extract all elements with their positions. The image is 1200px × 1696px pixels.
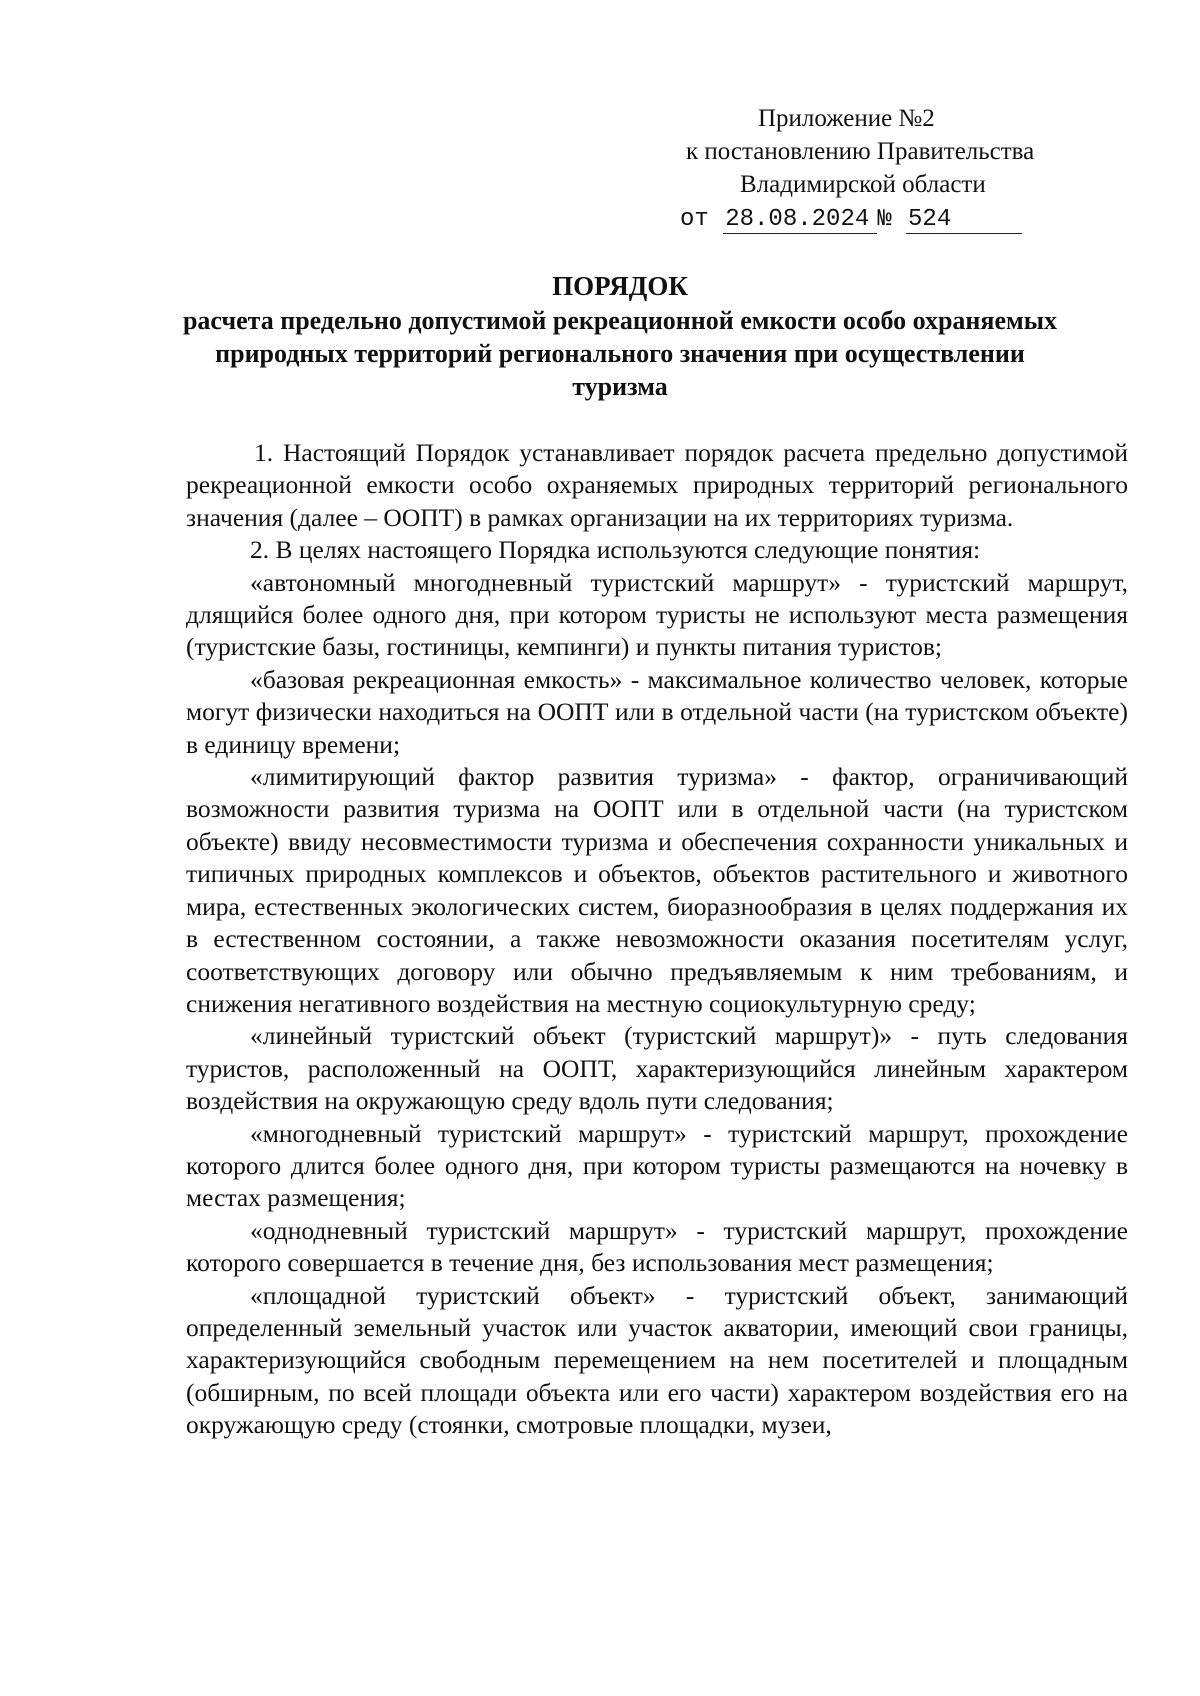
paragraph: «базовая рекреационная емкость» - максимальное количество человек, которые могут физически находиться на ООПТ или в отдельной части (на туристском объекте) в единицу времени; [186, 664, 1128, 759]
paragraph: «автономный многодневный туристский маршрут» - туристский маршрут, длящийся более одного дня, при котором туристы не используют места размещения (туристские базы, гостиницы, кемпинги) и пункты питания туристов; [186, 567, 1128, 662]
appendix-line-2: к постановлению Правительства [686, 138, 1035, 165]
paragraph: «однодневный туристский маршрут» - туристский маршрут, прохождение которого совершается в течение дня, без использования мест размещения; [186, 1215, 1128, 1278]
appendix-line-1: Приложение №2 [758, 105, 935, 132]
paragraph: «лимитирующий фактор развития туризма» - фактор, ограничивающий возможности развития туризма на ООПТ или в отдельной части (на туристском объекте) ввиду несовместимости туризма и обеспечения сохранности уникальных и типичных природных комплексов и объектов, объектов растительного и животного мира, естественных экологических систем, биоразнообразия в целях поддержания их в естественном состоянии, а также невозможности оказания посетителям услуг, соответствующих договору или обычно предъявляемым к ним требованиям, и снижения негативного воздействия на местную социокультурную среду; [186, 762, 1128, 1018]
document-title-block [180, 270, 1060, 403]
decree-number: 524 [906, 207, 1022, 234]
decree-date: 28.08.2024 [723, 207, 877, 234]
paragraph: 1. Настоящий Порядок устанавливает порядок расчета предельно допустимой рекреационной емкости особо охраняемых природных территорий регионального значения (далее – ООПТ) в рамках организации на их территориях туризма. [186, 438, 1128, 532]
paragraph: 2. В целях настоящего Порядка используются следующие понятия: [250, 535, 981, 565]
appendix-header [640, 102, 1080, 236]
paragraph: «линейный туристский объект (туристский маршрут)» - путь следования туристов, расположенный на ООПТ, характеризующийся линейным характером воздействия на окружающую среду вдоль пути следования; [186, 1021, 1128, 1116]
document-subtitle: расчета предельно допустимой рекреационной емкости особо охраняемых природных территорий регионального значения при осуществлении туризма [182, 306, 1058, 401]
number-prefix: № [877, 206, 892, 233]
paragraph: «многодневный туристский маршрут» - туристский маршрут, прохождение которого длится более одного дня, при котором туристы размещаются на ночевку в местах размещения; [186, 1118, 1128, 1213]
paragraph: «площадной туристский объект» - туристский объект, занимающий определенный земельный участок или участок акватории, имеющий свои границы, характеризующийся свободным перемещением на нем посетителей и площадным (обширным, по всей площади объекта или его части) характером воздействия его на окружающую среду (стоянки, смотровые площадки, музеи, [186, 1280, 1128, 1440]
appendix-line-3: Владимирской области [740, 171, 986, 198]
document-body [186, 437, 1128, 1442]
document-title: ПОРЯДОК [552, 271, 688, 301]
date-prefix: от [680, 206, 709, 233]
appendix-date-line [640, 203, 1080, 236]
